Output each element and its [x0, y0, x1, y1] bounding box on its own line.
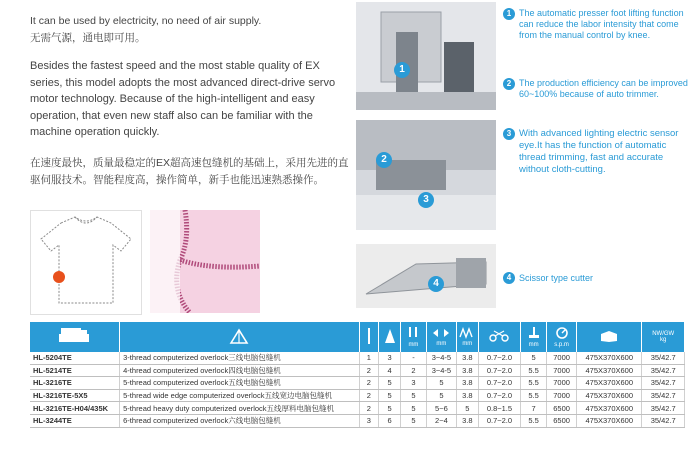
ratio-column-header	[478, 322, 520, 352]
cell-desc: 6-thread computerized overlock六线电脑包缝机	[120, 414, 359, 427]
cell-height: 5.5	[521, 414, 547, 427]
cell-weight: 35/42.7	[642, 352, 685, 364]
stitch-length-icon	[459, 327, 475, 339]
cell-desc: 4-thread computerized overlock四线电脑包缝机	[120, 364, 359, 377]
description-chinese: 在速度最快，质量最稳定的EX超高速包缝机的基础上，采用先进的直驱伺服技术。智能程度高，操作简单，新手也能迅速熟悉操作。	[30, 157, 349, 186]
cell-height: 5	[521, 352, 547, 364]
cell-diff: 2~4	[426, 414, 456, 427]
cell-needles: 3	[359, 414, 379, 427]
tent-icon	[229, 327, 249, 345]
cell-threads: 3	[379, 352, 401, 364]
cell-model: HL-3216TE-5X5	[30, 389, 120, 402]
cell-size: 475X370X600	[577, 352, 642, 364]
cell-model: HL-5204TE	[30, 352, 120, 364]
feature-number-1: 1	[503, 8, 515, 20]
cell-stitch: 3.8	[456, 352, 478, 364]
scissors-icon	[488, 330, 510, 342]
cell-stitch: 3.8	[456, 364, 478, 377]
cell-needle-dist: 5	[400, 389, 426, 402]
cell-weight: 35/42.7	[642, 402, 685, 415]
photo-label-1: 1	[394, 62, 410, 78]
photo-label-2: 2	[376, 152, 392, 168]
cell-size: 475X370X600	[577, 389, 642, 402]
unit-nwgw: NW/GW	[652, 331, 675, 337]
presser-height-column-header	[521, 322, 547, 352]
cell-model: HL-3216TE	[30, 377, 120, 390]
cell-speed: 7000	[547, 352, 577, 364]
cell-stitch: 3.8	[456, 414, 478, 427]
description-english: Besides the fastest speed and the most stable quality of EX series, this model adopts the most advanced direct-drive servo motor technology. Because of the high-intelligent and easy operation, that even new staff also can be familiar with the machine operation quickly.	[30, 60, 336, 138]
cell-size: 475X370X600	[577, 414, 642, 427]
needle-icon	[366, 327, 372, 345]
cell-diff: 3~4-5	[426, 364, 456, 377]
cell-needle-dist: -	[400, 352, 426, 364]
table-row	[30, 389, 685, 402]
cell-needle-dist: 2	[400, 364, 426, 377]
unit-mm-4: mm	[528, 342, 539, 348]
cell-threads: 4	[379, 364, 401, 377]
machine-photo-cutter	[356, 244, 496, 308]
cell-desc: 3-thread computerized overlock三线电脑包缝机	[120, 352, 359, 364]
table-row	[30, 402, 685, 415]
description-column-header	[120, 322, 359, 352]
cell-ratio: 0.8~1.5	[478, 402, 520, 415]
cell-needles: 2	[359, 377, 379, 390]
cell-height: 5.5	[521, 389, 547, 402]
unit-mm-1: mm	[408, 342, 419, 348]
marker-dot	[53, 271, 65, 283]
feature-text-3: With advanced lighting electric sensor eye.It has the function of automatic thread trimming, fast and accurate without cloth-cutting.	[519, 128, 679, 175]
cell-diff: 5	[426, 377, 456, 390]
intro-english: It can be used by electricity, no need of air supply.	[30, 15, 262, 27]
unit-kg: kg	[660, 337, 667, 343]
cone-thread-icon	[384, 328, 396, 344]
cell-size: 475X370X600	[577, 402, 642, 415]
cell-size: 475X370X600	[577, 377, 642, 390]
cell-weight: 35/42.7	[642, 377, 685, 390]
unit-mm-3: mm	[462, 341, 473, 347]
cell-speed: 7000	[547, 377, 577, 390]
table-row	[30, 377, 685, 390]
package-box-icon	[599, 329, 619, 343]
cell-needle-dist: 5	[400, 414, 426, 427]
cell-needle-dist: 3	[400, 377, 426, 390]
cell-size: 475X370X600	[577, 364, 642, 377]
cell-weight: 35/42.7	[642, 414, 685, 427]
cell-desc: 5-thread heavy duty computerized overlock五线厚料电脑包缝机	[120, 402, 359, 415]
feature-number-4: 4	[503, 272, 515, 284]
needle-distance-column-header	[400, 322, 426, 352]
spec-table	[30, 322, 685, 428]
threads-column-header	[379, 322, 401, 352]
fabric-stitch-photo	[150, 210, 260, 313]
cell-height: 7	[521, 402, 547, 415]
cell-threads: 5	[379, 402, 401, 415]
feature-text-2: The production efficiency can be improved 60~100% because of auto trimmer.	[519, 78, 688, 99]
cell-needles: 2	[359, 402, 379, 415]
model-column-header	[30, 322, 120, 352]
cell-desc: 5-thread computerized overlock五线电脑包缝机	[120, 377, 359, 390]
cell-needles: 1	[359, 352, 379, 364]
cell-model: HL-3216TE-H04/435K	[30, 402, 120, 415]
cell-desc: 5-thread wide edge computerized overlock五线宽边电脑包缝机	[120, 389, 359, 402]
cell-model: HL-5214TE	[30, 364, 120, 377]
differential-column-header	[426, 322, 456, 352]
feature-number-3: 3	[503, 128, 515, 140]
cell-needle-dist: 5	[400, 402, 426, 415]
cell-ratio: 0.7~2.0	[478, 377, 520, 390]
cell-ratio: 0.7~2.0	[478, 364, 520, 377]
cell-speed: 6500	[547, 414, 577, 427]
needles-column-header	[359, 322, 379, 352]
tshirt-icon	[31, 211, 141, 314]
unit-mm-2: mm	[436, 341, 447, 347]
package-size-column-header	[577, 322, 642, 352]
machine-photo-presser-foot	[356, 2, 496, 110]
table-row	[30, 414, 685, 427]
cell-ratio: 0.7~2.0	[478, 352, 520, 364]
cell-speed: 7000	[547, 389, 577, 402]
cell-diff: 3~4-5	[426, 352, 456, 364]
intro-chinese: 无需气源，通电即可用。	[30, 32, 146, 44]
cell-threads: 5	[379, 377, 401, 390]
table-row	[30, 364, 685, 377]
stitch-length-column-header	[456, 322, 478, 352]
spec-table-body	[30, 352, 685, 427]
cell-diff: 5~6	[426, 402, 456, 415]
photo-label-3: 3	[418, 192, 434, 208]
cell-needles: 2	[359, 389, 379, 402]
cell-height: 5.5	[521, 377, 547, 390]
feature-text-4: Scissor type cutter	[519, 273, 594, 283]
cell-threads: 5	[379, 389, 401, 402]
table-row	[30, 352, 685, 364]
cell-needles: 2	[359, 364, 379, 377]
cell-stitch: 3.8	[456, 377, 478, 390]
cell-diff: 5	[426, 389, 456, 402]
cell-ratio: 0.7~2.0	[478, 414, 520, 427]
cell-speed: 7000	[547, 364, 577, 377]
cell-model: HL-3244TE	[30, 414, 120, 427]
cell-height: 5.5	[521, 364, 547, 377]
needle-gauge-icon	[406, 326, 420, 340]
feature-number-2: 2	[503, 78, 515, 90]
feature-text-1: The automatic presser foot lifting function can reduce the labor intensity that come from the manual control by knee.	[519, 8, 684, 40]
weight-column-header	[642, 322, 685, 352]
photo-label-4: 4	[428, 276, 444, 292]
cell-speed: 6500	[547, 402, 577, 415]
cell-weight: 35/42.7	[642, 364, 685, 377]
speed-icon	[555, 326, 569, 340]
differential-feed-icon	[432, 327, 450, 339]
cell-stitch: 3.8	[456, 389, 478, 402]
presser-foot-icon	[527, 326, 541, 340]
cell-ratio: 0.7~2.0	[478, 389, 520, 402]
cell-weight: 35/42.7	[642, 389, 685, 402]
speed-column-header	[547, 322, 577, 352]
sewing-machine-icon	[55, 326, 95, 346]
table-header-row	[30, 322, 685, 352]
machine-photo-sensor	[356, 120, 496, 230]
cell-stitch: 5	[456, 402, 478, 415]
unit-spm: s.p.m	[554, 342, 569, 348]
cell-threads: 6	[379, 414, 401, 427]
tshirt-illustration	[30, 210, 142, 315]
